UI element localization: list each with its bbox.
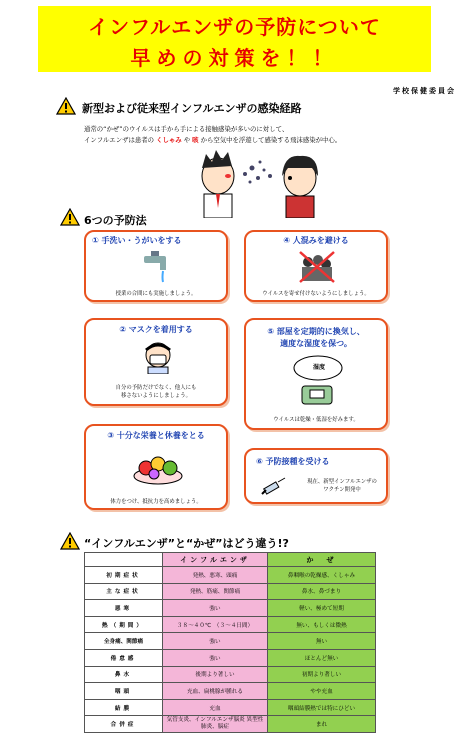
cold-cell: 軽い、極めて短期 bbox=[268, 600, 376, 617]
method-title: ⑥ 予防接種を受ける bbox=[256, 457, 330, 466]
cold-cell: 鼻水、鼻づまり bbox=[268, 583, 376, 600]
section-title-infection: 新型および従来型インフルエンザの感染経路 bbox=[82, 102, 302, 115]
method-caption: 体力をつけ、抵抗力を高めましょう。 bbox=[110, 499, 202, 505]
comparison-table bbox=[84, 552, 376, 733]
row-label: 全身痛、関節痛 bbox=[85, 633, 163, 650]
flu-cell: 強い bbox=[163, 633, 268, 650]
intro-text-a: インフルエンザは患者の bbox=[84, 136, 155, 144]
flu-cell: ３８～４０℃ （３～４日間） bbox=[163, 616, 268, 633]
row-label: 悪寒 bbox=[85, 600, 163, 617]
sneezing-illustration bbox=[190, 146, 330, 218]
cold-cell: やや充血 bbox=[268, 683, 376, 700]
header-blank bbox=[85, 553, 163, 567]
table-row bbox=[85, 616, 376, 633]
banner-subtitle: 早めの対策を！！ bbox=[130, 46, 339, 70]
warning-icon bbox=[56, 97, 76, 115]
sneeze-word: くしゃみ bbox=[156, 136, 182, 144]
warning-icon bbox=[60, 532, 80, 550]
row-label: 咽頭 bbox=[85, 683, 163, 700]
syringe-icon bbox=[260, 476, 286, 498]
row-label: 初期症状 bbox=[85, 567, 163, 584]
table-row bbox=[85, 716, 376, 733]
row-label: 倦怠感 bbox=[85, 649, 163, 666]
method-caption-2: ワクチン開発中 bbox=[323, 487, 361, 493]
intro-line-2 bbox=[84, 135, 444, 146]
ya-word: や bbox=[183, 136, 191, 144]
infection-text bbox=[84, 124, 444, 146]
method-vaccine bbox=[244, 448, 388, 504]
flu-cell: 強い bbox=[163, 649, 268, 666]
method-title: ④ 人混みを避ける bbox=[283, 236, 349, 245]
flu-cell: 充血、扁桃腺が腫れる bbox=[163, 683, 268, 700]
header-influenza: インフルエンザ bbox=[163, 553, 268, 567]
food-icon bbox=[132, 446, 184, 486]
section-title-prevention: 6つの予防法 bbox=[84, 214, 147, 227]
method-mask bbox=[84, 318, 228, 406]
table-row bbox=[85, 683, 376, 700]
intro-text-b: から空気中を浮遊して感染する飛沫感染が中心。 bbox=[200, 136, 342, 144]
table-row bbox=[85, 583, 376, 600]
flu-cell: 充血 bbox=[163, 699, 268, 716]
intro-line-1: 通常の“かぜ”のウイルスは手から手による接触感染が多いのに対して、 bbox=[84, 125, 289, 133]
method-caption-1: 自分の予防だけでなく、他人にも bbox=[115, 385, 197, 391]
row-label: 鼻水 bbox=[85, 666, 163, 683]
flu-cell: 発熱、悪寒、頭痛 bbox=[163, 567, 268, 584]
row-label: 熱（期間） bbox=[85, 616, 163, 633]
flu-cell: 気管支炎、インフルエンザ脳炎 異型性肺炎、脳症 bbox=[163, 716, 268, 733]
method-caption: ウイルスは乾燥・低湿を好みます。 bbox=[273, 417, 359, 423]
banner-title: インフルエンザの予防について bbox=[88, 15, 381, 39]
method-title: ② マスクを着用する bbox=[119, 325, 193, 334]
method-title-2: 適度な湿度を保つ。 bbox=[280, 339, 352, 348]
method-handwash bbox=[84, 230, 228, 302]
table-row bbox=[85, 666, 376, 683]
cold-cell: 鼻咽喉の乾燥感、くしゃみ bbox=[268, 567, 376, 584]
cold-cell: ほとんど無い bbox=[268, 649, 376, 666]
table-row bbox=[85, 567, 376, 584]
faucet-icon bbox=[136, 250, 176, 284]
method-ventilate bbox=[244, 318, 388, 430]
method-title: ① 手洗い・うがいをする bbox=[92, 236, 182, 245]
table-row bbox=[85, 633, 376, 650]
flu-cell: 発熱、筋痛、関節痛 bbox=[163, 583, 268, 600]
table-row bbox=[85, 600, 376, 617]
method-caption-1: 現在、新型インフルエンザの bbox=[307, 479, 377, 485]
method-caption-2: 移さないようにしましょう。 bbox=[120, 393, 192, 399]
method-avoid-crowds bbox=[244, 230, 388, 302]
warning-icon bbox=[60, 208, 80, 226]
cold-cell: 咽頭結膜熱では特にひどい bbox=[268, 699, 376, 716]
no-crowd-icon bbox=[296, 250, 336, 284]
cold-cell: 無い bbox=[268, 633, 376, 650]
row-label: 結膜 bbox=[85, 699, 163, 716]
table-header-row bbox=[85, 553, 376, 567]
method-title: ③ 十分な栄養と休養をとる bbox=[107, 431, 205, 440]
section-title-comparison: “インフルエンザ”と“かぜ”はどう違う!? bbox=[84, 537, 289, 550]
cough-word: 咳 bbox=[192, 136, 199, 144]
title-banner bbox=[38, 6, 431, 72]
header-cold: か ぜ bbox=[268, 553, 376, 567]
mask-icon bbox=[140, 340, 176, 374]
vaccine-caption bbox=[294, 478, 390, 494]
row-label: 主な症状 bbox=[85, 583, 163, 600]
committee-name: 学校保健委員会 bbox=[393, 87, 456, 95]
table-row bbox=[85, 699, 376, 716]
method-caption: ウイルスを寄せ付けないようにしましょう。 bbox=[262, 291, 370, 297]
method-caption: 授業の合間にも実施しましょう。 bbox=[115, 291, 197, 297]
method-nutrition bbox=[84, 424, 228, 510]
cold-cell: 初期より著しい bbox=[268, 666, 376, 683]
humidity-bubble-text: 湿度 bbox=[312, 364, 325, 371]
flu-cell: 後期より著しい bbox=[163, 666, 268, 683]
cold-cell: まれ bbox=[268, 716, 376, 733]
flu-cell: 強い bbox=[163, 600, 268, 617]
method-title-1: ⑤ 部屋を定期的に換気し、 bbox=[267, 327, 365, 336]
row-label: 合併症 bbox=[85, 716, 163, 733]
cold-cell: 無い、もしくは微熱 bbox=[268, 616, 376, 633]
table-row bbox=[85, 649, 376, 666]
